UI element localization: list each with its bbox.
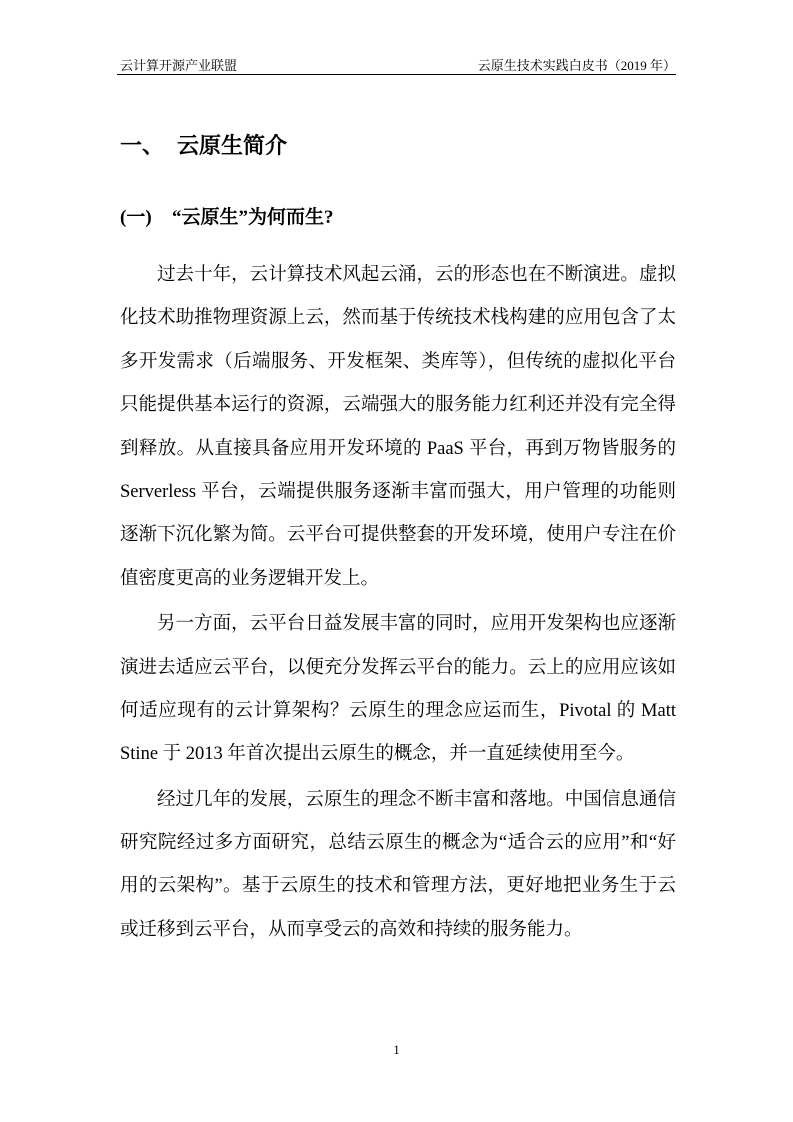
subsection-title: “云原生”为何而生? [172,207,334,228]
paragraph-line: 过去十年，云计算技术风起云涌，云的形态也在不断演进。虚拟 [157,265,676,285]
paragraph-line: 研究院经过多方面研究，总结云原生的概念为“适合云的应用”和“好 [120,833,676,854]
header-rule [117,74,676,75]
paragraph-line: 化技术助推物理资源上云，然而基于传统技术栈构建的应用包含了太 [120,308,676,329]
paragraph-line: 演进去适应云平台，以便充分发挥云平台的能力。云上的应用应该如 [120,657,676,678]
paragraph-line: 或迁移到云平台，从而享受云的高效和持续的服务能力。 [120,919,583,940]
paragraph-line: 逐渐下沉化繁为简。云平台可提供整套的开发环境，使用户专注在价 [120,525,676,546]
paragraph-line: Stine 于 2013 年首次提出云原生的概念，并一直延续使用至今。 [120,744,635,765]
paragraph-line: 另一方面，云平台日益发展丰富的同时，应用开发架构也应逐渐 [157,614,676,635]
section-number: 一、 [120,134,165,159]
subsection-number: (一) [120,207,152,228]
paragraph-line: 值密度更高的业务逻辑开发上。 [120,568,380,589]
section-title: 云原生简介 [177,134,288,159]
paragraph-line: Serverless 平台，云端提供服务逐渐丰富而强大，用户管理的功能则 [120,481,676,502]
paragraph-line: 多开发需求（后端服务、开发框架、类库等），但传统的虚拟化平台 [120,351,676,372]
body-text [120,254,676,954]
paragraph [120,603,676,777]
header-right-doc-title: 云原生技术实践白皮书（2019 年） [477,58,676,73]
header-left-org: 云计算开源产业联盟 [120,58,238,73]
page-number: 1 [393,1042,400,1057]
paragraph-line: 经过几年的发展，云原生的理念不断丰富和落地。中国信息通信 [157,789,676,810]
subsection-heading [120,204,334,232]
paragraph-line: 何适应现有的云计算架构？云原生的理念应运而生，Pivotal 的 Matt [120,700,676,721]
paragraph [120,779,676,953]
paragraph-line: 用的云架构”。基于云原生的技术和管理方法，更好地把业务生于云 [120,876,676,897]
paragraph-line: 到释放。从直接具备应用开发环境的 PaaS 平台，再到万物皆服务的 [120,438,676,459]
section-heading [120,132,287,162]
paragraph-line: 只能提供基本运行的资源，云端强大的服务能力红利还并没有完全得 [120,395,676,416]
paragraph [120,254,676,601]
